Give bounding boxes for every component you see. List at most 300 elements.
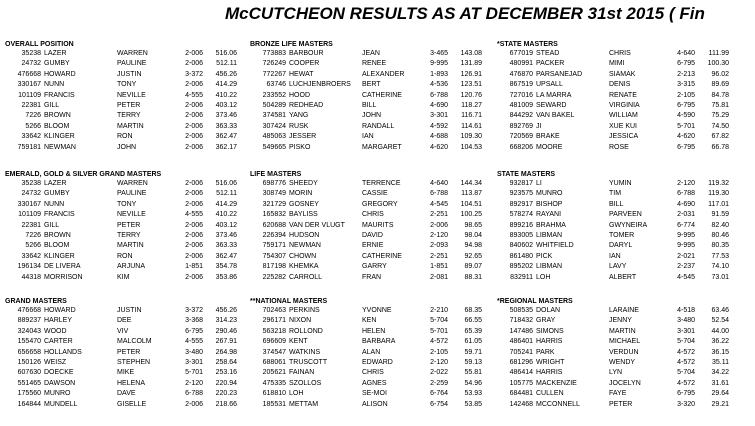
points: 29.64 [711, 390, 729, 398]
first-name: BARBARA [362, 338, 396, 346]
first-name: FAYE [609, 390, 627, 398]
grade: 4-690 [430, 101, 448, 109]
first-name: ROSE [609, 143, 629, 151]
result-row [497, 200, 747, 210]
surname: CARROLL [289, 273, 323, 281]
grade: 5-701 [185, 369, 203, 377]
player-number: 142468 [509, 400, 533, 408]
surname: LIBMAN [536, 263, 563, 271]
player-number: 307424 [262, 122, 286, 130]
first-name: DEE [117, 317, 132, 325]
result-row [5, 132, 255, 142]
first-name: WILLIAM [609, 112, 638, 120]
grade: 2-006 [185, 101, 203, 109]
grade: 2-006 [185, 221, 203, 229]
result-row [250, 348, 500, 358]
points: 88.31 [464, 273, 482, 281]
points: 403.12 [215, 101, 237, 109]
surname: CARTER [44, 338, 73, 346]
player-number: 688061 [262, 358, 286, 366]
points: 456.26 [215, 307, 237, 314]
grade: 3-301 [677, 327, 695, 335]
result-row [497, 400, 747, 410]
points: 55.81 [464, 369, 482, 377]
result-row [497, 262, 747, 272]
points: 29.21 [711, 400, 729, 408]
grade: 2-006 [185, 180, 203, 187]
grade: 4-590 [677, 112, 695, 120]
player-number: 7226 [25, 231, 41, 239]
points: 96.02 [711, 70, 729, 78]
player-number: 101109 [18, 211, 41, 219]
result-row [5, 91, 255, 101]
player-number: 656658 [17, 348, 41, 356]
points: 89.69 [711, 81, 729, 89]
result-row [5, 221, 255, 231]
surname: YANG [289, 112, 309, 120]
player-number: 330167 [17, 81, 41, 89]
surname: CHOWN [289, 252, 317, 260]
surname: KLINGER [44, 252, 75, 260]
surname: WEISZ [44, 358, 67, 366]
first-name: STEPHEN [117, 358, 151, 366]
first-name: MAURITS [362, 221, 394, 229]
result-row [497, 49, 747, 59]
surname: WHITFIELD [536, 242, 574, 250]
points: 264.98 [215, 348, 237, 356]
surname: GILL [44, 101, 60, 109]
grade: 4-640 [677, 50, 695, 57]
result-row [497, 389, 747, 399]
surname: BISHOP [536, 200, 563, 208]
grade: 6-774 [677, 221, 695, 229]
section-life-masters [250, 170, 500, 283]
grade: 3-320 [677, 400, 695, 408]
surname: KLINGER [44, 133, 75, 141]
section-title: OVERALL POSITION [5, 41, 74, 48]
section-title: STATE MASTERS [497, 171, 556, 178]
result-row [250, 389, 500, 399]
result-row [250, 262, 500, 272]
grade: 4-572 [430, 338, 448, 346]
surname: BLOOM [44, 122, 70, 130]
grade: 3-465 [430, 50, 448, 57]
grade: 4-545 [430, 200, 448, 208]
player-number: 861480 [509, 252, 533, 260]
result-row [250, 122, 500, 132]
result-row [497, 231, 747, 241]
result-row [5, 111, 255, 121]
grade: 3-301 [430, 112, 448, 120]
player-number: 296171 [262, 317, 286, 325]
player-number: 22381 [21, 221, 41, 229]
grade: 2-213 [677, 70, 695, 78]
first-name: YVONNE [362, 307, 392, 314]
points: 53.93 [464, 390, 482, 398]
points: 34.22 [711, 369, 729, 377]
first-name: RON [117, 252, 133, 260]
section-title: **NATIONAL MASTERS [250, 298, 328, 305]
grade: 6-788 [185, 390, 203, 398]
result-row [250, 49, 500, 59]
player-number: 105775 [509, 379, 533, 387]
grade: 2-006 [185, 190, 203, 198]
surname: ROLLOND [289, 327, 323, 335]
grade: 2-006 [185, 273, 203, 281]
grade: 5-704 [677, 369, 695, 377]
result-row [250, 189, 500, 199]
first-name: JUSTIN [117, 307, 142, 314]
first-name: GISELLE [117, 400, 147, 408]
section-state-masters-star [497, 40, 747, 153]
first-name: KIM [117, 273, 130, 281]
grade: 3-315 [677, 81, 695, 89]
points: 516.06 [215, 50, 237, 57]
surname: HEWAT [289, 70, 314, 78]
surname: HUDSON [289, 231, 320, 239]
surname: NUNN [44, 200, 65, 208]
first-name: WENDY [609, 358, 636, 366]
result-row [250, 200, 500, 210]
points: 220.23 [215, 390, 237, 398]
section-title: GRAND MASTERS [5, 298, 67, 305]
result-row [497, 316, 747, 326]
section-state-masters [497, 170, 747, 283]
player-number: 486414 [509, 369, 533, 377]
result-row [250, 111, 500, 121]
result-row [250, 221, 500, 231]
grade: 5-701 [430, 327, 448, 335]
player-number: 476668 [17, 307, 41, 314]
first-name: MARTIN [117, 242, 144, 250]
grade: 4-555 [185, 211, 203, 219]
points: 53.85 [464, 400, 482, 408]
surname: RUSK [289, 122, 309, 130]
first-name: GREGORY [362, 200, 398, 208]
grade: 1-893 [430, 70, 448, 78]
first-name: SE-MOI [362, 390, 387, 398]
surname: FAINAN [289, 369, 315, 377]
surname: DE LIVERA [44, 263, 81, 271]
result-row [497, 132, 747, 142]
first-name: JOHN [362, 112, 382, 120]
surname: HARRIS [536, 369, 563, 377]
surname: PERKINS [289, 307, 320, 314]
surname: PARSANEJAD [536, 70, 583, 78]
surname: METTAM [289, 400, 319, 408]
player-number: 5266 [25, 122, 41, 130]
surname: JESSER [289, 133, 317, 141]
first-name: DAVE [117, 390, 136, 398]
result-row [497, 70, 747, 80]
grade: 2-105 [430, 348, 448, 356]
surname: BRAKE [536, 133, 560, 141]
result-row [497, 210, 747, 220]
player-number: 668206 [509, 143, 533, 151]
surname: HARLEY [44, 317, 73, 325]
player-number: 720569 [509, 133, 533, 141]
result-row [250, 379, 500, 389]
points: 373.46 [215, 112, 237, 120]
result-row [5, 143, 255, 153]
surname: WATKINS [289, 348, 321, 356]
first-name: ERNIE [362, 242, 384, 250]
grade: 6-788 [430, 190, 448, 198]
first-name: NEVILLE [117, 211, 146, 219]
first-name: TONY [117, 200, 137, 208]
points: 218.66 [215, 400, 237, 408]
result-row [5, 231, 255, 241]
surname: MCCONNELL [536, 400, 580, 408]
surname: LIBMAN [536, 231, 563, 239]
player-number: 923575 [509, 190, 533, 198]
points: 73.01 [711, 273, 729, 281]
section-title: *REGIONAL MASTERS [497, 298, 573, 305]
grade: 2-259 [430, 379, 448, 387]
surname: HOWARD [44, 307, 76, 314]
result-row [5, 262, 255, 272]
points: 373.46 [215, 231, 237, 239]
grade: 2-006 [185, 122, 203, 130]
surname: LUCHJENBROERS [289, 81, 351, 89]
result-row [5, 368, 255, 378]
player-number: 504289 [262, 101, 286, 109]
result-row [250, 241, 500, 251]
surname: BAYLISS [289, 211, 318, 219]
first-name: LYN [609, 369, 623, 377]
player-number: 321729 [262, 200, 286, 208]
player-number: 7226 [25, 112, 41, 120]
player-number: 832911 [510, 273, 533, 281]
player-number: 35238 [21, 50, 41, 57]
result-row [5, 200, 255, 210]
first-name: JEAN [362, 50, 380, 57]
grade: 4-572 [677, 358, 695, 366]
player-number: 892769 [509, 122, 533, 130]
player-number: 44318 [21, 273, 41, 281]
result-row [497, 91, 747, 101]
points: 353.86 [215, 273, 237, 281]
grade: 4-592 [430, 122, 448, 130]
first-name: MIKE [117, 369, 135, 377]
first-name: MICHAEL [609, 338, 641, 346]
grade: 2-006 [185, 60, 203, 68]
first-name: JUSTIN [117, 70, 142, 78]
first-name: CASSIE [362, 190, 388, 198]
surname: PACKER [536, 60, 565, 68]
player-number: 840602 [509, 242, 533, 250]
surname: WOOD [44, 327, 67, 335]
surname: HOLLANDS [44, 348, 82, 356]
player-number: 486401 [509, 338, 533, 346]
points: 116.71 [461, 112, 482, 120]
grade: 2-006 [185, 81, 203, 89]
grade: 6-754 [430, 400, 448, 408]
first-name: RENATE [609, 91, 637, 99]
result-row [250, 368, 500, 378]
result-row [497, 189, 747, 199]
first-name: MARTIN [117, 122, 144, 130]
grade: 2-006 [430, 221, 448, 229]
player-number: 844292 [509, 112, 533, 120]
grade: 2-251 [430, 252, 448, 260]
section-bronze-life-masters [250, 40, 500, 153]
result-row [497, 273, 747, 283]
result-row [250, 316, 500, 326]
player-number: 196134 [17, 263, 41, 271]
surname: BROWN [44, 112, 71, 120]
section-title: EMERALD, GOLD & SILVER GRAND MASTERS [5, 171, 162, 178]
first-name: DENIS [609, 81, 631, 89]
first-name: ARJUNA [117, 263, 146, 271]
player-number: 681296 [509, 358, 533, 366]
player-number: 618810 [262, 390, 286, 398]
player-number: 324043 [17, 327, 41, 335]
surname: STEAD [536, 50, 560, 57]
grade: 2-120 [185, 379, 203, 387]
points: 92.65 [464, 252, 482, 260]
result-row [250, 59, 500, 69]
first-name: ALAN [362, 348, 381, 356]
points: 100.30 [707, 60, 729, 68]
result-row [5, 400, 255, 410]
player-number: 727016 [509, 91, 533, 99]
player-number: 705241 [509, 348, 533, 356]
grade: 4-572 [677, 379, 695, 387]
points: 414.29 [215, 81, 237, 89]
first-name: PETER [117, 348, 141, 356]
surname: MORIN [289, 190, 313, 198]
points: 258.64 [215, 358, 237, 366]
result-row [250, 231, 500, 241]
grade: 2-021 [677, 252, 695, 260]
player-number: 867519 [509, 81, 533, 89]
result-row [497, 143, 747, 153]
grade: 4-690 [677, 200, 695, 208]
player-number: 374581 [262, 112, 286, 120]
grade: 2-105 [677, 91, 695, 99]
player-number: 684481 [509, 390, 533, 398]
player-number: 24732 [21, 60, 41, 68]
points: 80.35 [711, 242, 729, 250]
result-row [250, 91, 500, 101]
result-row [5, 348, 255, 358]
points: 67.82 [711, 133, 729, 141]
surname: NEWMAN [44, 143, 76, 151]
first-name: PAULINE [117, 60, 147, 68]
first-name: PETER [117, 101, 141, 109]
surname: DOLAN [536, 307, 561, 314]
first-name: TONY [117, 81, 137, 89]
points: 109.30 [460, 133, 482, 141]
result-row [250, 143, 500, 153]
first-name: KEN [362, 317, 377, 325]
surname: HOWARD [44, 70, 76, 78]
page-title: McCUTCHEON RESULTS AS AT DECEMBER 31st 2015 ( Fin [225, 4, 705, 23]
first-name: ALEXANDER [362, 70, 405, 78]
points: 36.22 [711, 338, 729, 346]
grade: 2-006 [185, 231, 203, 239]
first-name: BERT [362, 81, 381, 89]
points: 82.40 [711, 221, 729, 229]
points: 66.78 [711, 143, 729, 151]
points: 117.01 [708, 200, 729, 208]
surname: COOPER [289, 60, 320, 68]
player-number: 893005 [509, 231, 533, 239]
points: 77.53 [711, 252, 729, 260]
surname: NUNN [44, 81, 65, 89]
result-row [250, 132, 500, 142]
points: 253.16 [215, 369, 237, 377]
surname: GUMBY [44, 190, 70, 198]
player-number: 35238 [21, 180, 41, 187]
surname: BARBOUR [289, 50, 324, 57]
player-number: 696609 [262, 338, 286, 346]
grade: 5-704 [430, 317, 448, 325]
first-name: BILL [609, 200, 624, 208]
first-name: VERDUN [609, 348, 639, 356]
surname: BLOOM [44, 242, 70, 250]
first-name: XUE KUI [609, 122, 638, 130]
result-row [5, 379, 255, 389]
grade: 2-006 [185, 400, 203, 408]
first-name: CATHERINE [362, 252, 402, 260]
points: 114.61 [461, 122, 482, 130]
first-name: JOCELYN [609, 379, 641, 387]
points: 512.11 [216, 190, 237, 198]
first-name: ALBERT [609, 273, 637, 281]
grade: 3-372 [185, 307, 203, 314]
first-name: NEVILLE [117, 91, 146, 99]
surname: CULLEN [536, 390, 564, 398]
grade: 2-022 [430, 369, 448, 377]
points: 131.89 [460, 60, 482, 68]
first-name: HELENA [117, 379, 146, 387]
grade: 2-120 [677, 180, 695, 187]
surname: VAN BAKEL [536, 112, 575, 120]
grade: 4-545 [677, 273, 695, 281]
first-name: MARTIN [609, 327, 636, 335]
section-overall-position [5, 40, 255, 153]
surname: FRANCIS [44, 211, 75, 219]
points: 89.07 [464, 263, 482, 271]
first-name: EDWARD [362, 358, 393, 366]
section-national-masters [250, 297, 500, 410]
grade: 2-006 [185, 143, 203, 151]
player-number: 889237 [17, 317, 41, 325]
grade: 4-536 [430, 81, 448, 89]
first-name: MIMI [609, 60, 625, 68]
result-row [5, 210, 255, 220]
first-name: TOMER [609, 231, 635, 239]
first-name: IAN [362, 133, 374, 141]
points: 512.11 [216, 60, 237, 68]
result-row [497, 111, 747, 121]
result-row [5, 316, 255, 326]
grade: 1-851 [430, 263, 448, 271]
surname: LAZER [44, 180, 67, 187]
result-row [5, 252, 255, 262]
surname: NIXON [289, 317, 312, 325]
surname: HOOD [289, 91, 310, 99]
grade: 2-006 [185, 112, 203, 120]
surname: GILL [44, 221, 60, 229]
points: 113.87 [461, 190, 482, 198]
player-number: 551465 [17, 379, 41, 387]
grade: 2-006 [185, 242, 203, 250]
grade: 6-764 [430, 390, 448, 398]
grade: 2-006 [185, 133, 203, 141]
